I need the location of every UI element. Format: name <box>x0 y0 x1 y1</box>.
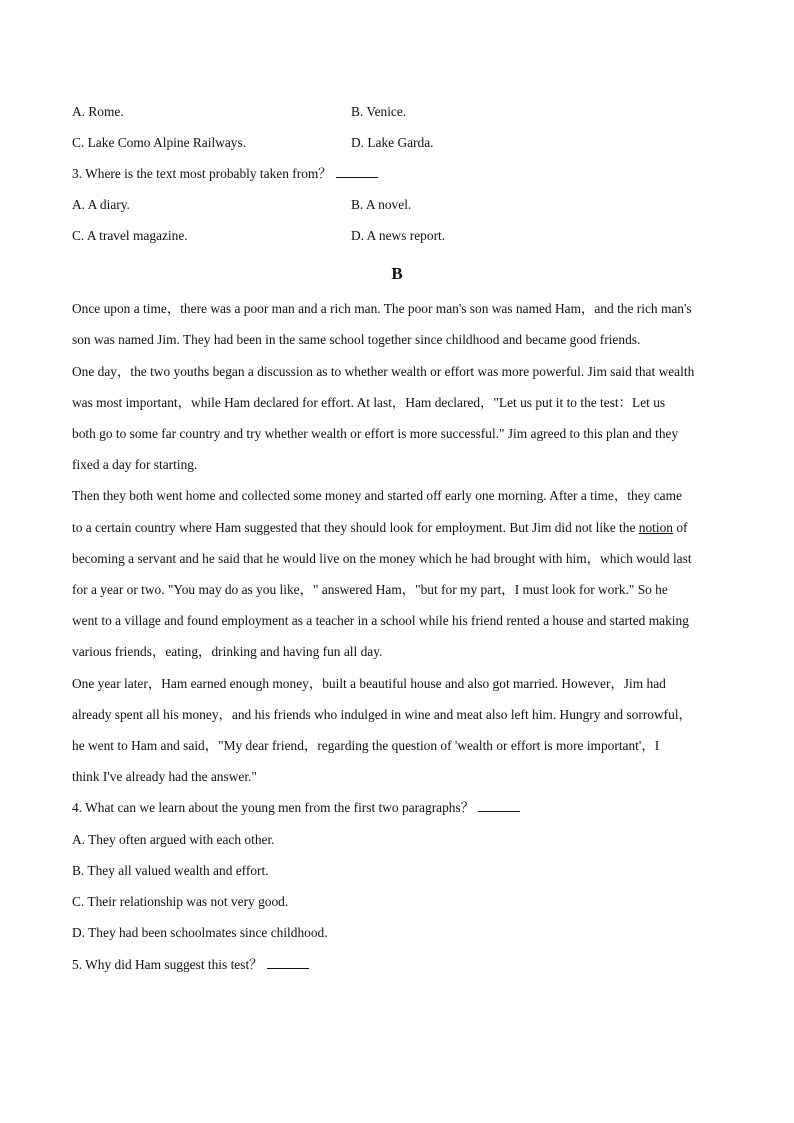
passage-line: was most important，while Ham declared for effort. At last，Ham declared，"Let us put it to the test：Let us <box>72 395 666 410</box>
passage-line: various friends，eating，drinking and having fun all day. <box>72 644 383 659</box>
q4-option-a: A. They often argued with each other. <box>72 832 275 847</box>
passage-line: already spent all his money，and his friends who indulged in wine and meat also left him. Hungry and sorrowful， <box>72 707 692 722</box>
q2-option-a: A. Rome. <box>72 104 124 119</box>
q3-option-b: B. A novel. <box>351 197 412 212</box>
passage-line: went to a village and found employment as a teacher in a school while his friend rented a house and started making <box>72 613 689 628</box>
q5-question: 5. Why did Ham suggest this test？ <box>72 957 732 973</box>
q2-option-c: C. Lake Como Alpine Railways. <box>72 135 247 150</box>
q3-question: 3. Where is the text most probably taken from？ <box>72 166 732 182</box>
q4-option-d: D. They had been schoolmates since childhood. <box>72 925 328 940</box>
q3-option-c: C. A travel magazine. <box>72 228 188 243</box>
passage-line: to a certain country where Ham suggested that they should look for employment. But Jim did not like the notion of <box>72 520 688 535</box>
q3-option-d: D. A news report. <box>351 228 446 243</box>
underlined-word: notion <box>638 520 673 535</box>
q2-option-d: D. Lake Garda. <box>351 135 434 150</box>
passage-line: both go to some far country and try whether wealth or effort is more successful." Jim agreed to this plan and they <box>72 426 679 441</box>
passage-line: One year later，Ham earned enough money，built a beautiful house and also got married. However，Jim had <box>72 676 666 691</box>
answer-blank <box>267 957 309 969</box>
passage-line: Then they both went home and collected some money and started off early one morning. After a time，they came <box>72 488 682 503</box>
passage-line: he went to Ham and said，"My dear friend，regarding the question of 'wealth or effort is more important'，I <box>72 738 660 753</box>
passage-line: One day，the two youths began a discussion as to whether wealth or effort was more powerful. Jim said that wealth <box>72 364 695 379</box>
answer-blank <box>336 166 378 178</box>
passage-line: fixed a day for starting. <box>72 457 198 472</box>
passage-line: son was named Jim. They had been in the same school together since childhood and became good friends. <box>72 332 641 347</box>
passage-line: becoming a servant and he said that he would live on the money which he had brought with him，which would last <box>72 551 692 566</box>
q3-option-a: A. A diary. <box>72 197 130 212</box>
q2-option-b: B. Venice. <box>351 104 407 119</box>
section-heading: B <box>391 264 403 283</box>
q4-question: 4. What can we learn about the young men from the first two paragraphs？ <box>72 800 732 816</box>
answer-blank <box>478 800 520 812</box>
q4-option-b: B. They all valued wealth and effort. <box>72 863 269 878</box>
q4-option-c: C. Their relationship was not very good. <box>72 894 289 909</box>
passage-line: for a year or two. "You may do as you like，" answered Ham，"but for my part，I must look for work." So he <box>72 582 668 597</box>
passage-line: Once upon a time，there was a poor man and a rich man. The poor man's son was named Ham，and the rich man's <box>72 301 692 316</box>
passage-line: think I've already had the answer." <box>72 769 257 784</box>
